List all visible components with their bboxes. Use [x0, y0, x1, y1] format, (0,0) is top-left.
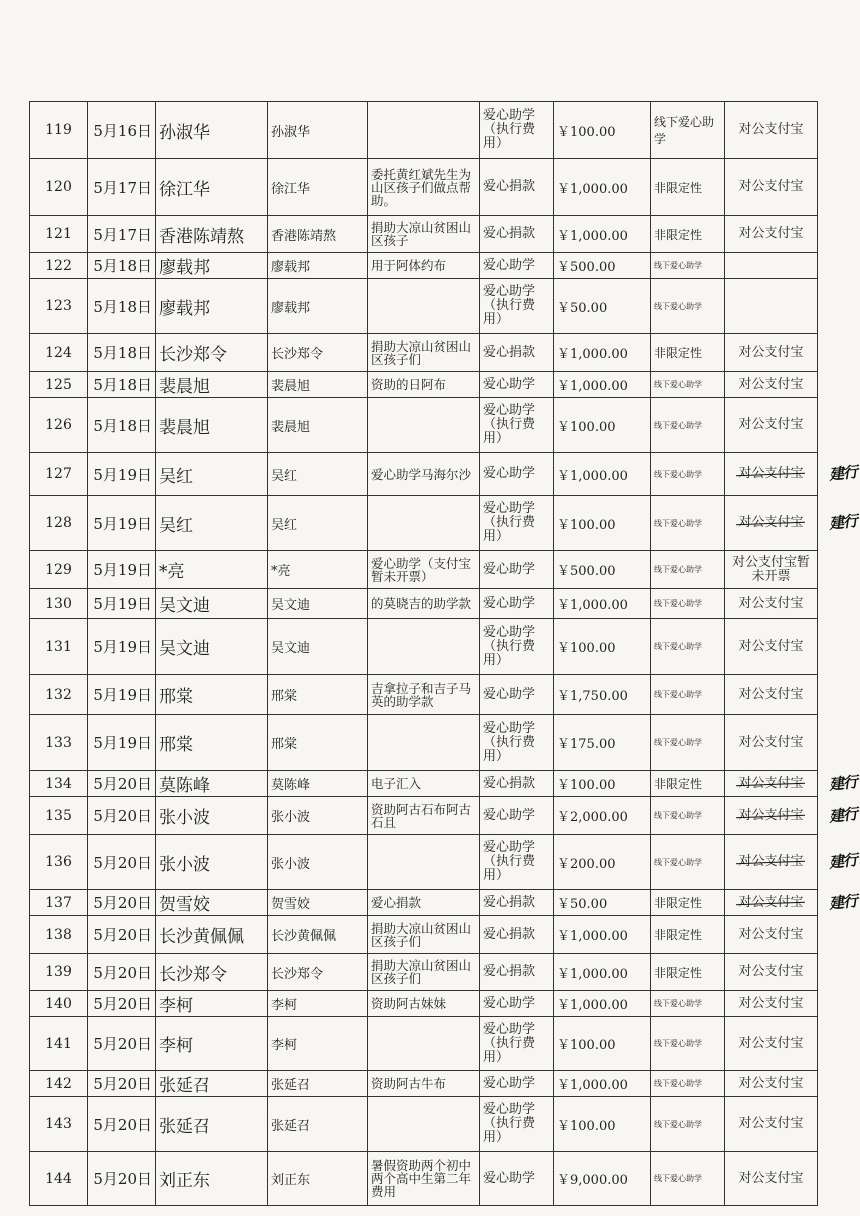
- donor-name-alt: 李柯: [268, 991, 368, 1017]
- row-category: 线下爱心助学: [651, 1152, 725, 1206]
- payment-text: 对公支付宝: [738, 995, 804, 1011]
- donor-name-alt: 张小波: [268, 797, 368, 835]
- row-date: 5月17日: [88, 159, 156, 216]
- row-number: 135: [30, 797, 88, 835]
- table-row: [30, 835, 818, 890]
- row-category: 非限定性: [651, 771, 725, 797]
- donor-name: 莫陈峰: [156, 771, 268, 797]
- row-number: 120: [30, 159, 88, 216]
- donor-name-alt: 长沙郑令: [268, 954, 368, 991]
- donor-name: 张延召: [156, 1071, 268, 1097]
- payment-text: 对公支付宝: [738, 466, 804, 481]
- payment-text: 对公支付宝: [738, 417, 804, 432]
- row-payment: [725, 102, 818, 159]
- row-number: 138: [30, 916, 88, 954]
- row-date: 5月18日: [88, 253, 156, 279]
- payment-text: 对公支付宝: [738, 1116, 804, 1131]
- row-amount: ￥100.00: [554, 398, 651, 453]
- handwritten-mark: 建行: [828, 511, 858, 533]
- payment-text: 对公支付宝: [738, 807, 804, 823]
- row-note: 捐助大凉山贫困山区孩子: [368, 216, 480, 253]
- table-row: [30, 279, 818, 334]
- row-number: 134: [30, 771, 88, 797]
- donor-name-alt: *亮: [268, 551, 368, 589]
- row-note: 吉拿拉子和吉子马英的助学款: [368, 675, 480, 715]
- row-type: 爱心捐款: [480, 916, 554, 954]
- row-amount: ￥500.00: [554, 551, 651, 589]
- table-row: [30, 890, 818, 916]
- row-note: 捐助大凉山贫困山区孩子们: [368, 954, 480, 991]
- row-category: 线下爱心助学: [651, 398, 725, 453]
- row-note: [368, 1097, 480, 1152]
- donor-name: 张小波: [156, 797, 268, 835]
- row-type: 爱心捐款: [480, 216, 554, 253]
- row-amount: ￥1,000.00: [554, 159, 651, 216]
- row-amount: ￥9,000.00: [554, 1152, 651, 1206]
- row-date: 5月19日: [88, 589, 156, 619]
- donor-name-alt: 吴文迪: [268, 619, 368, 675]
- row-note: 委托黄红斌先生为山区孩子们做点帮助。: [368, 159, 480, 216]
- donor-name-alt: 吴文迪: [268, 589, 368, 619]
- table-row: [30, 453, 818, 496]
- donor-name: 贺雪姣: [156, 890, 268, 916]
- ledger-body: [30, 102, 858, 1206]
- donor-name: 徐江华: [156, 159, 268, 216]
- donor-name-alt: 贺雪姣: [268, 890, 368, 916]
- donor-name-alt: 吴红: [268, 496, 368, 551]
- row-amount: ￥500.00: [554, 253, 651, 279]
- donor-name-alt: 孙淑华: [268, 102, 368, 159]
- row-note: [368, 102, 480, 159]
- row-category: 线下爱心助学: [651, 619, 725, 675]
- row-note: 捐助大凉山贫困山区孩子们: [368, 916, 480, 954]
- row-date: 5月18日: [88, 334, 156, 372]
- row-amount: ￥100.00: [554, 1017, 651, 1071]
- donor-name: 长沙郑令: [156, 334, 268, 372]
- row-date: 5月20日: [88, 916, 156, 954]
- row-amount: ￥1,750.00: [554, 675, 651, 715]
- table-row: [30, 1097, 818, 1152]
- row-category: 非限定性: [651, 159, 725, 216]
- donor-name-alt: 张延召: [268, 1071, 368, 1097]
- row-amount: ￥1,000.00: [554, 916, 651, 954]
- row-note: 爱心助学（支付宝暂未开票）: [368, 551, 480, 589]
- payment-text: 对公支付宝: [738, 344, 804, 360]
- donor-name: 裴晨旭: [156, 372, 268, 398]
- handwritten-mark: 建行: [828, 772, 858, 794]
- row-number: 139: [30, 954, 88, 991]
- row-type: 爱心捐款: [480, 890, 554, 916]
- row-category: 线下爱心助学: [651, 1097, 725, 1152]
- table-row: [30, 372, 818, 398]
- row-type: 爱心助学: [480, 589, 554, 619]
- donor-name-alt: 裴晨旭: [268, 398, 368, 453]
- donor-name: 长沙郑令: [156, 954, 268, 991]
- row-number: 124: [30, 334, 88, 372]
- row-number: 132: [30, 675, 88, 715]
- row-type: 爱心助学: [480, 675, 554, 715]
- row-note: 爱心捐款: [368, 890, 480, 916]
- row-category: 线下爱心助学: [651, 715, 725, 771]
- row-note: [368, 279, 480, 334]
- row-date: 5月17日: [88, 216, 156, 253]
- row-amount: ￥50.00: [554, 279, 651, 334]
- row-amount: ￥1,000.00: [554, 954, 651, 991]
- row-payment: [725, 890, 858, 916]
- row-payment: [725, 797, 858, 835]
- row-date: 5月19日: [88, 619, 156, 675]
- row-date: 5月18日: [88, 279, 156, 334]
- donor-name-alt: 张小波: [268, 835, 368, 890]
- row-note: 资助阿古牛布: [368, 1071, 480, 1097]
- row-number: 127: [30, 453, 88, 496]
- donor-name: 裴晨旭: [156, 398, 268, 453]
- row-note: [368, 835, 480, 890]
- donor-name-alt: 长沙黄佩佩: [268, 916, 368, 954]
- row-note: 用于阿体约布: [368, 253, 480, 279]
- row-number: 140: [30, 991, 88, 1017]
- donor-name: 张延召: [156, 1097, 268, 1152]
- donor-name: 李柯: [156, 1017, 268, 1071]
- table-row: [30, 991, 818, 1017]
- donor-name-alt: 香港陈靖熬: [268, 216, 368, 253]
- table-row: [30, 102, 818, 159]
- table-row: [30, 916, 818, 954]
- row-number: 133: [30, 715, 88, 771]
- donor-name: 廖载邦: [156, 253, 268, 279]
- table-row: [30, 398, 818, 453]
- table-row: [30, 496, 818, 551]
- row-note: [368, 398, 480, 453]
- donor-name: 廖载邦: [156, 279, 268, 334]
- table-row: [30, 771, 818, 797]
- row-payment: [725, 835, 858, 890]
- row-category: 线下爱心助学: [651, 496, 725, 551]
- row-date: 5月20日: [88, 1017, 156, 1071]
- row-category: 非限定性: [651, 216, 725, 253]
- table-row: [30, 253, 818, 279]
- row-payment: [725, 279, 818, 334]
- row-date: 5月19日: [88, 453, 156, 496]
- row-note: 爱心助学马海尔沙: [368, 453, 480, 496]
- donor-name: 孙淑华: [156, 102, 268, 159]
- handwritten-mark: 建行: [828, 850, 858, 872]
- row-category: 线下爱心助学: [651, 675, 725, 715]
- row-amount: ￥100.00: [554, 102, 651, 159]
- payment-text: 对公支付宝: [738, 179, 804, 194]
- payment-text: 对公支付宝: [738, 595, 804, 611]
- payment-text: 对公支付宝: [738, 775, 804, 791]
- row-payment: [725, 496, 858, 551]
- row-date: 5月20日: [88, 771, 156, 797]
- row-number: 125: [30, 372, 88, 398]
- donor-name-alt: 吴红: [268, 453, 368, 496]
- row-date: 5月18日: [88, 372, 156, 398]
- row-note: 的莫晓吉的助学款: [368, 589, 480, 619]
- row-payment: [725, 675, 818, 715]
- row-type: 爱心助学: [480, 253, 554, 279]
- payment-text: 对公支付宝: [738, 515, 804, 530]
- payment-text: 对公支付宝: [738, 122, 804, 137]
- row-category: 非限定性: [651, 916, 725, 954]
- donor-name: 吴文迪: [156, 619, 268, 675]
- row-number: 122: [30, 253, 88, 279]
- row-type: 爱心助学（执行费用）: [480, 619, 554, 675]
- donor-name: 长沙黄佩佩: [156, 916, 268, 954]
- row-payment: [725, 551, 818, 589]
- table-row: [30, 1017, 818, 1071]
- row-category: 线下爱心助学: [651, 102, 725, 159]
- row-number: 121: [30, 216, 88, 253]
- table-row: [30, 619, 818, 675]
- row-amount: ￥100.00: [554, 771, 651, 797]
- donor-name: 李柯: [156, 991, 268, 1017]
- row-note: 资助的日阿布: [368, 372, 480, 398]
- row-number: 144: [30, 1152, 88, 1206]
- payment-text: 对公支付宝: [738, 226, 804, 241]
- donor-name: *亮: [156, 551, 268, 589]
- row-category: 线下爱心助学: [651, 279, 725, 334]
- payment-text: 对公支付宝: [738, 894, 804, 910]
- row-amount: ￥175.00: [554, 715, 651, 771]
- row-amount: ￥1,000.00: [554, 991, 651, 1017]
- row-note: 资助阿古妹妹: [368, 991, 480, 1017]
- donor-name-alt: 刘正东: [268, 1152, 368, 1206]
- row-category: 线下爱心助学: [651, 835, 725, 890]
- row-category: 线下爱心助学: [651, 453, 725, 496]
- row-date: 5月20日: [88, 797, 156, 835]
- row-type: 爱心捐款: [480, 954, 554, 991]
- handwritten-mark: 建行: [828, 804, 858, 826]
- row-payment: [725, 253, 818, 279]
- row-payment: [725, 1152, 818, 1206]
- donor-name-alt: 长沙郑令: [268, 334, 368, 372]
- payment-text: 对公支付宝: [738, 1170, 804, 1186]
- row-type: 爱心助学: [480, 1071, 554, 1097]
- row-payment: [725, 916, 818, 954]
- donor-name: 邢棠: [156, 715, 268, 771]
- row-payment: [725, 619, 818, 675]
- row-number: 143: [30, 1097, 88, 1152]
- row-type: 爱心助学: [480, 991, 554, 1017]
- row-amount: ￥2,000.00: [554, 797, 651, 835]
- table-row: [30, 159, 818, 216]
- row-category: 线下爱心助学: [651, 991, 725, 1017]
- row-note: 暑假资助两个初中两个高中生第二年费用: [368, 1152, 480, 1206]
- handwritten-mark: 建行: [828, 891, 858, 913]
- payment-text: 对公支付宝: [738, 686, 804, 702]
- payment-text: 对公支付宝: [738, 638, 804, 654]
- donor-name: 吴红: [156, 453, 268, 496]
- row-category: 线下爱心助学: [651, 589, 725, 619]
- row-date: 5月19日: [88, 551, 156, 589]
- row-type: 爱心助学（执行费用）: [480, 835, 554, 890]
- row-date: 5月20日: [88, 890, 156, 916]
- row-date: 5月19日: [88, 715, 156, 771]
- table-row: [30, 675, 818, 715]
- row-category: 非限定性: [651, 890, 725, 916]
- row-date: 5月20日: [88, 991, 156, 1017]
- row-amount: ￥1,000.00: [554, 1071, 651, 1097]
- payment-text: 对公支付宝: [738, 376, 804, 392]
- row-payment: [725, 216, 818, 253]
- row-number: 141: [30, 1017, 88, 1071]
- row-type: 爱心助学: [480, 372, 554, 398]
- row-note: [368, 496, 480, 551]
- row-number: 129: [30, 551, 88, 589]
- row-amount: ￥1,000.00: [554, 453, 651, 496]
- row-category: 线下爱心助学: [651, 1017, 725, 1071]
- donor-name: 吴文迪: [156, 589, 268, 619]
- row-payment: [725, 1071, 818, 1097]
- row-note: [368, 715, 480, 771]
- row-number: 137: [30, 890, 88, 916]
- row-payment: [725, 453, 858, 496]
- donor-name: 香港陈靖熬: [156, 216, 268, 253]
- donor-name-alt: 徐江华: [268, 159, 368, 216]
- donor-name-alt: 廖载邦: [268, 253, 368, 279]
- row-category: 线下爱心助学: [651, 372, 725, 398]
- row-category: 线下爱心助学: [651, 551, 725, 589]
- row-date: 5月19日: [88, 496, 156, 551]
- row-category: 线下爱心助学: [651, 1071, 725, 1097]
- row-category: 线下爱心助学: [651, 797, 725, 835]
- donor-name-alt: 李柯: [268, 1017, 368, 1071]
- payment-text: 对公支付宝: [738, 926, 804, 942]
- row-amount: ￥200.00: [554, 835, 651, 890]
- row-amount: ￥1,000.00: [554, 334, 651, 372]
- row-type: 爱心助学（执行费用）: [480, 279, 554, 334]
- row-date: 5月20日: [88, 1152, 156, 1206]
- row-type: 爱心助学: [480, 797, 554, 835]
- row-amount: ￥50.00: [554, 890, 651, 916]
- row-note: [368, 619, 480, 675]
- row-number: 136: [30, 835, 88, 890]
- donor-name-alt: 邢棠: [268, 715, 368, 771]
- row-date: 5月20日: [88, 954, 156, 991]
- row-type: 爱心捐款: [480, 334, 554, 372]
- row-note: 捐助大凉山贫困山区孩子们: [368, 334, 480, 372]
- donor-name-alt: 邢棠: [268, 675, 368, 715]
- row-amount: ￥100.00: [554, 619, 651, 675]
- row-payment: [725, 334, 818, 372]
- row-number: 142: [30, 1071, 88, 1097]
- row-date: 5月20日: [88, 1071, 156, 1097]
- payment-text: 对公支付宝: [738, 1035, 804, 1051]
- donor-name: 张小波: [156, 835, 268, 890]
- row-payment: [725, 1017, 818, 1071]
- donor-name: 吴红: [156, 496, 268, 551]
- row-date: 5月20日: [88, 835, 156, 890]
- row-number: 126: [30, 398, 88, 453]
- donor-name-alt: 裴晨旭: [268, 372, 368, 398]
- row-type: 爱心助学（执行费用）: [480, 715, 554, 771]
- donor-name: 邢棠: [156, 675, 268, 715]
- payment-text: 对公支付宝: [738, 964, 804, 979]
- row-number: 130: [30, 589, 88, 619]
- row-date: 5月20日: [88, 1097, 156, 1152]
- row-payment: [725, 159, 818, 216]
- row-payment: [725, 954, 818, 991]
- row-type: 爱心助学（执行费用）: [480, 1017, 554, 1071]
- row-category: 线下爱心助学: [651, 253, 725, 279]
- row-type: 爱心助学（执行费用）: [480, 1097, 554, 1152]
- payment-text: 对公支付宝: [738, 734, 804, 750]
- row-payment: [725, 372, 818, 398]
- donor-name-alt: 莫陈峰: [268, 771, 368, 797]
- row-number: 123: [30, 279, 88, 334]
- row-payment: [725, 991, 818, 1017]
- donor-name-alt: 廖载邦: [268, 279, 368, 334]
- table-row: [30, 1152, 818, 1206]
- table-row: [30, 954, 818, 991]
- table-row: [30, 589, 818, 619]
- row-payment: [725, 398, 818, 453]
- row-number: 128: [30, 496, 88, 551]
- row-number: 119: [30, 102, 88, 159]
- row-amount: ￥100.00: [554, 496, 651, 551]
- donor-name-alt: 张延召: [268, 1097, 368, 1152]
- payment-text: 对公支付宝: [738, 1075, 804, 1091]
- payment-text: 对公支付宝: [738, 854, 804, 869]
- row-amount: ￥1,000.00: [554, 216, 651, 253]
- row-date: 5月16日: [88, 102, 156, 159]
- handwritten-mark: 建行: [828, 462, 858, 484]
- row-type: 爱心捐款: [480, 771, 554, 797]
- table-row: [30, 1071, 818, 1097]
- table-row: [30, 715, 818, 771]
- row-payment: [725, 589, 818, 619]
- row-date: 5月18日: [88, 398, 156, 453]
- donation-ledger-table: [29, 101, 858, 1206]
- row-type: 爱心捐款: [480, 159, 554, 216]
- row-amount: ￥1,000.00: [554, 589, 651, 619]
- table-row: [30, 216, 818, 253]
- row-payment: [725, 1097, 818, 1152]
- table-row: [30, 334, 818, 372]
- row-category: 非限定性: [651, 334, 725, 372]
- row-category: 非限定性: [651, 954, 725, 991]
- row-type: 爱心助学（执行费用）: [480, 398, 554, 453]
- row-number: 131: [30, 619, 88, 675]
- row-type: 爱心助学: [480, 453, 554, 496]
- row-note: 资助阿古石布阿古石且: [368, 797, 480, 835]
- row-amount: ￥1,000.00: [554, 372, 651, 398]
- row-type: 爱心助学: [480, 551, 554, 589]
- row-note: 电子汇入: [368, 771, 480, 797]
- payment-text: 对公支付宝暂未开票: [731, 554, 810, 584]
- row-payment: [725, 771, 858, 797]
- table-row: [30, 797, 818, 835]
- row-note: [368, 1017, 480, 1071]
- row-type: 爱心助学: [480, 1152, 554, 1206]
- table-row: [30, 551, 818, 589]
- row-payment: [725, 715, 818, 771]
- row-date: 5月19日: [88, 675, 156, 715]
- donor-name: 刘正东: [156, 1152, 268, 1206]
- row-amount: ￥100.00: [554, 1097, 651, 1152]
- row-type: 爱心助学（执行费用）: [480, 496, 554, 551]
- row-type: 爱心助学（执行费用）: [480, 102, 554, 159]
